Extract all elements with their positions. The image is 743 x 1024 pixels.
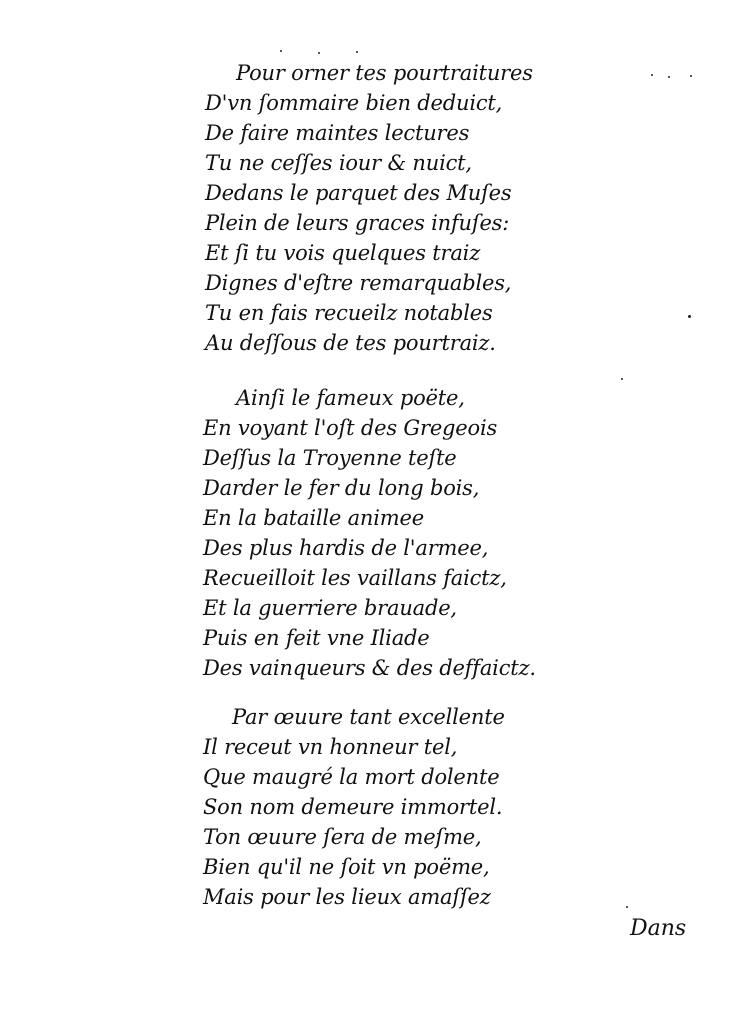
verse-line: Ton œuure ſera de meſme, (203, 825, 482, 849)
scan-speck (318, 52, 320, 54)
scan-speck (688, 315, 691, 318)
scan-speck (280, 50, 282, 52)
verse-line: Tu ne ceſſes iour & nuict, (205, 151, 472, 175)
scan-speck (651, 74, 653, 76)
verse-line: Deſſus la Troyenne teſte (203, 446, 457, 470)
verse-line: Darder le fer du long bois, (203, 476, 480, 500)
verse-line: Par œuure tant excellente (232, 705, 505, 729)
verse-line: En voyant l'oſt des Gregeois (203, 416, 498, 440)
scan-speck (690, 75, 692, 77)
catchword: Dans (630, 916, 687, 941)
verse-line: Au deſſous de tes pourtraiz. (205, 331, 496, 355)
verse-line: Son nom demeure immortel. (203, 795, 503, 819)
scan-speck (668, 76, 670, 78)
verse-line: Bien qu'il ne ſoit vn poëme, (203, 855, 490, 879)
verse-line: De faire maintes lectures (205, 121, 470, 145)
verse-line: Et la guerriere brauade, (203, 596, 457, 620)
scan-speck (621, 378, 623, 380)
verse-line: D'vn ſommaire bien deduict, (205, 91, 503, 115)
verse-line: Pour orner tes pourtraitures (236, 61, 533, 85)
verse-line: Mais pour les lieux amaſſez (203, 885, 491, 909)
scan-speck (626, 906, 628, 908)
verse-line: Plein de leurs graces infuſes: (205, 211, 510, 235)
verse-line: Ainſi le fameux poëte, (236, 386, 465, 410)
verse-line: Que maugré la mort dolente (203, 765, 500, 789)
verse-line: Des plus hardis de l'armee, (203, 536, 489, 560)
verse-line: Recueilloit les vaillans faictz, (203, 566, 507, 590)
scan-speck (356, 51, 358, 53)
verse-line: Et ſi tu vois quelques traiz (205, 241, 481, 265)
verse-line: Des vainqueurs & des deffaictz. (203, 656, 536, 680)
verse-line: Dignes d'eſtre remarquables, (205, 271, 512, 295)
verse-line: Il receut vn honneur tel, (203, 735, 458, 759)
verse-line: Puis en feit vne Iliade (203, 626, 430, 650)
verse-line: Tu en fais recueilz notables (205, 301, 493, 325)
verse-line: Dedans le parquet des Muſes (205, 181, 512, 205)
verse-line: En la bataille animee (203, 506, 424, 530)
